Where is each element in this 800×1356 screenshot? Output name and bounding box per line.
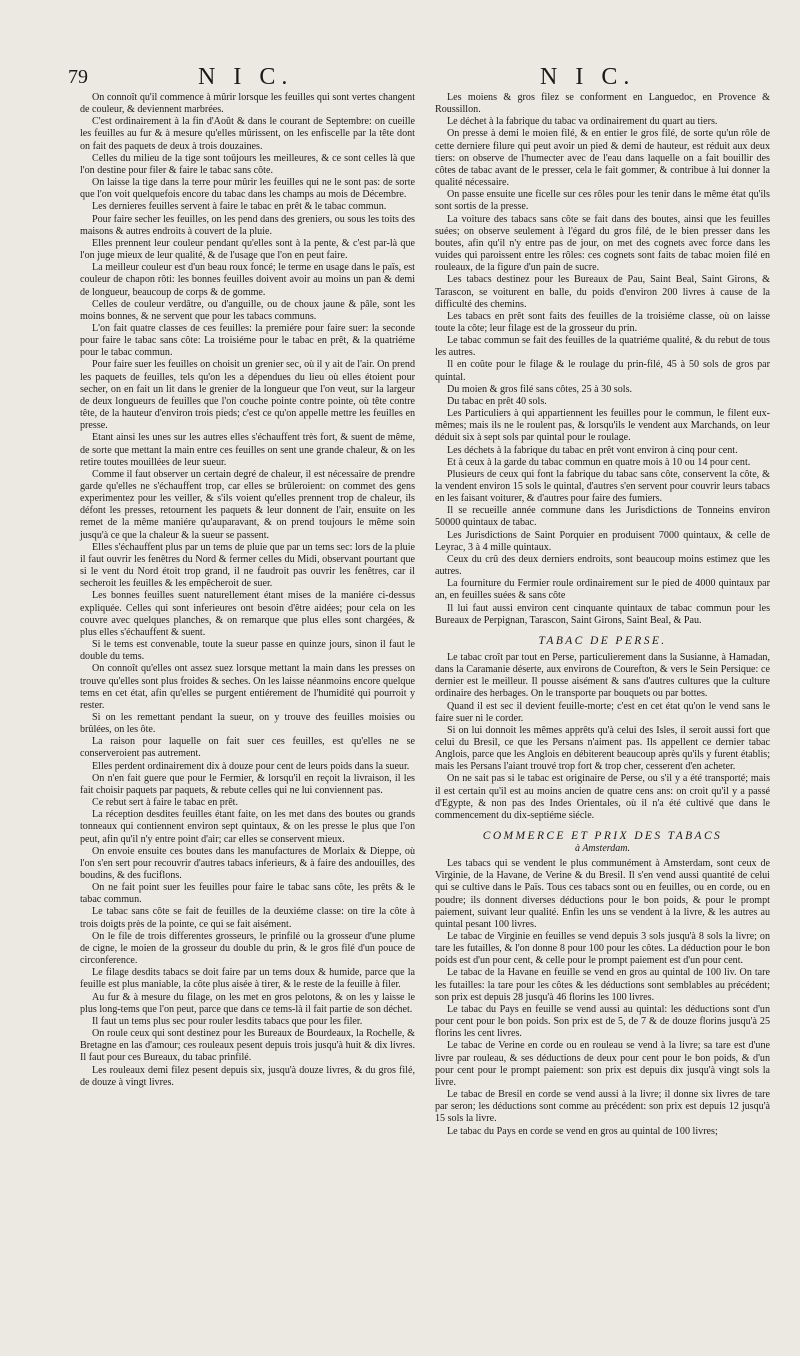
paragraph: Il en coûte pour le filage & le roulage du prin-filé, 45 à 50 sols de gros par quintal.: [435, 359, 770, 383]
section-tabac-de-perse: [435, 652, 770, 822]
paragraph: Le filage desdits tabacs se doit faire par un tems doux & humide, parce que la feuille est plus maniable, la côte plus aisée à tirer, & le reste de la feuille à filer.: [80, 967, 415, 991]
paragraph: Le tabac de Bresil en corde se vend aussi à la livre; il donne six livres de tare par seron; les déductions sont comme au précédent: son prix est depuis 12 jusqu'à 15 sols la livre.: [435, 1089, 770, 1125]
paragraph: Les tabacs qui se vendent le plus communément à Amsterdam, sont ceux de Virginie, de la Havane, de Verine & du Bresil. Il s'en vend aussi quantité de celui qui se cultive dans le Païs. Tous ces tabacs sont ou en feuilles, ou en corde, ou en poudre; ils donnent diverses déductions pour le bon poids, & pour le prompt paiement, suivant leur qualité. Enfin les uns se vendent à la livre, & les autres au quintal pesant 100 livres.: [435, 858, 770, 930]
running-title-right: N I C.: [540, 64, 636, 90]
paragraph: On presse à demi le moien filé, & en entier le gros filé, de sorte qu'un rôle de cette derniere filure qui peut avoir un pied & demi de hauteur, est réduit aux deux tiers: on observe de l'humecter avec de l'eau dans laquelle on a fait bouillir des côtes de tabac avant de le presser, cela le fait gommer, & contribue à lui donner la qualité nécessaire.: [435, 128, 770, 189]
paragraph: Celles de couleur verdâtre, ou d'anguille, ou de choux jaune & pâle, sont les moins bonnes, & ne servent que pour les tabacs communs.: [80, 298, 415, 322]
paragraph: Du tabac en prêt 40 sols.: [447, 395, 547, 407]
paragraph: On connoît qu'elles ont assez suez lorsque mettant la main dans les presses on trouve qu'elles sont plus froides & seches. On les laisse néanmoins encore quelque tems en cet état, afin qu'elles se purgent entiérement de l'humidité qui pourroit y rester.: [80, 663, 415, 711]
left-column: [80, 92, 415, 1138]
paragraph: On roule ceux qui sont destinez pour les Bureaux de Bourdeaux, la Rochelle, & Bretagne en las d'amour; ces rouleaux pesent depuis trois jusqu'à huit & dix livres. Il faut pour ces Bureaux, du tabac prinfilé.: [80, 1028, 415, 1064]
paragraph: On envoie ensuite ces boutes dans les manufactures de Morlaix & Dieppe, où l'on s'en sert pour recouvrir d'autres tabacs inferieurs, & à faire des andouilles, des boudins, & des fuciflons.: [80, 845, 415, 881]
right-column-body: [435, 92, 770, 627]
paragraph: Il faut un tems plus sec pour rouler lesdits tabacs que pour les filer.: [92, 1015, 363, 1027]
paragraph: On n'en fait guere que pour le Fermier, & lorsqu'il en reçoit la livraison, il les fait choisir paquets par paquets, & rebute celles qui ne lui conviennent pas.: [80, 772, 415, 796]
paragraph: Si on les remettant pendant la sueur, on y trouve des feuilles moisies ou brûlées, on les ôte.: [80, 711, 415, 736]
paragraph: La réception desdites feuilles étant faite, on les met dans des boutes ou grands tonneaux qui contiennent environ sept quintaux, & on les presse le plus que l'on peut, afin qu'il n'y entre point d'air; car elles se conservent mieux.: [80, 809, 415, 845]
paragraph: La voiture des tabacs sans côte se fait dans des boutes, ainsi que les feuilles suées; on observe seulement à l'égard du gros filé, de le bien presser dans les boutes, afin qu'il n'y entre pas de jour, on met des cognets avec force dans les vuides qui paroissent entre les rôles: ces cognets sont faits de tabac moien filé en rouleaux, de la figure d'un pain de sucre.: [435, 213, 770, 274]
paragraph: La raison pour laquelle on fait suer ces feuilles, est qu'elles ne se conserveroient pas autrement.: [80, 736, 415, 760]
paragraph: Les tabacs en prêt sont faits des feuilles de la troisiéme classe, où on laisse toute la côte; leur filage est de la grosseur du prin.: [435, 310, 770, 334]
paragraph: Le tabac commun se fait des feuilles de la quatriéme qualité, & du rebut de tous les autres.: [435, 335, 770, 359]
paragraph: Le tabac sans côte se fait de feuilles de la deuxiéme classe: on tire la côte à trois doigts près de la pointe, ce qui se fait aisément.: [80, 906, 415, 930]
paragraph: Si on lui donnoit les mêmes apprêts qu'à celui des Isles, il seroit aussi fort que celui du Bresil, ce que les Persans n'aiment pas. Ils appellent ce dernier tabac Anglois, parce que les Anglois en débiterent beaucoup après qu'ils y furent établis; mais les Persans l'aiant trouvé trop fort & trop cher, cesserent d'en acheter.: [435, 724, 770, 773]
paragraph: Les dernieres feuilles servent à faire le tabac en prêt & le tabac commun.: [92, 201, 387, 213]
paragraph: Elles s'échauffent plus par un tems de pluie que par un tems sec: lors de la pluie il faut ouvrir les fenêtres du Nord & fermer celles du Midi, observant pourtant que si le vent du Nord étoit trop grand, il ne faudroit pas ouvrir les fenêtres, car il secheroit les feuilles & les empêcheroit de suer.: [80, 541, 415, 590]
paragraph: Comme il faut observer un certain degré de chaleur, il est nécessaire de prendre garde qu'elles ne s'échauffent trop, car elles se brûleroient: on commet des gens experimentez pour les veiller, & s'ils voient qu'elles prennent trop de chaleur, ils défont les presses, retournent les paquets & leur donnent de l'air, ensuite on les remet de la même maniére qu'auparavant, & on prend toujours le même soin jusqu'à ce que la chaleur & la sueur se passent.: [80, 468, 415, 541]
paragraph: Le tabac du Pays en feuille se vend aussi au quintal: les déductions sont d'un pour cent pour le bon poids. Son prix est de 5, de 7 & de douze florins jusqu'à 25 florins les cent livres.: [435, 1003, 770, 1040]
text-columns: [80, 92, 770, 1138]
paragraph: On passe ensuite une ficelle sur ces rôles pour les tenir dans le même état qu'ils sont sortis de la presse.: [435, 189, 770, 213]
paragraph: Il se recueille année commune dans les Jurisdictions de Tonneins environ 50000 quintaux de tabac.: [435, 505, 770, 529]
section-subtitle-amsterdam: à Amsterdam.: [575, 843, 630, 855]
paragraph: On ne fait point suer les feuilles pour faire le tabac sans côte, les prêts & le tabac commun.: [80, 882, 415, 906]
running-title-left: N I C.: [198, 64, 294, 90]
section-commerce: [435, 858, 770, 1138]
paragraph: L'on fait quatre classes de ces feuilles: la premiére pour faire suer: la seconde pour faire le tabac sans côte: La troisiéme pour le tabac en prêt, & la quatriéme pour le tabac commun.: [80, 322, 415, 359]
paragraph: On laisse la tige dans la terre pour mûrir les feuilles qui ne le sont pas: de sorte que l'on voit quelquefois encore du tabac dans les champs au mois de Décembre.: [80, 177, 415, 201]
paragraph: On connoît qu'il commence à mûrir lorsque les feuilles qui sont vertes changent de couleur, & deviennent marbrées.: [80, 92, 415, 116]
paragraph: On ne sait pas si le tabac est originaire de Perse, ou s'il y a été transporté; mais il est certain qu'il est au moins ancien de quatre cens ans: on croit qu'il y a passé d'Egypte, & non pas des Indes Orientales, où il n'a été cultivé que dans le commencement du dix-septiéme siécle.: [435, 773, 770, 821]
paragraph: Pour faire secher les feuilles, on les pend dans des greniers, ou sous les toits des maisons & autres endroits à couvert de la pluie.: [80, 213, 415, 237]
paragraph: Le tabac de la Havane en feuille se vend en gros au quintal de 100 liv. On tare les futailles: la tare pour les côtes & les déductions sont semblables au précédent; son prix est depuis 28 jusqu'à 46 florins les 100 livres.: [435, 967, 770, 1003]
paragraph: Les déchets à la fabrique du tabac en prêt vont environ à cinq pour cent.: [447, 444, 738, 456]
paragraph: Les tabacs destinez pour les Bureaux de Pau, Saint Beal, Saint Girons, & Tarascon, se voiturent en balle, du poids d'environ 200 livres à cause de la difficulté des chemins.: [435, 274, 770, 310]
section-title-commerce: COMMERCE ET PRIX DES TABACS: [482, 830, 723, 843]
paragraph: Le tabac du Pays en corde se vend en gros au quintal de 100 livres;: [447, 1125, 718, 1137]
paragraph: Le tabac de Virginie en feuilles se vend depuis 3 sols jusqu'à 8 sols la livre; on tare les futailles, & l'on donne 8 pour 100 pour les côtes. La déduction pour le bon poids est d'un pour cent, & celle pour le prompt paiement est d'un pour cent.: [435, 931, 770, 967]
paragraph: Ceux du crû des deux derniers endroits, sont beaucoup moins estimez que les autres.: [435, 553, 770, 578]
paragraph: Quand il est sec il devient feuille-morte; c'est en cet état qu'on le vend sans le faire suer ni le corder.: [435, 700, 770, 724]
paragraph: Elles perdent ordinairement dix à douze pour cent de leurs poids dans la sueur.: [92, 760, 410, 772]
paragraph: Le tabac croît par tout en Perse, particulierement dans la Susianne, à Hamadan, dans la Caramanie déserte, aux environs de Courefton, & vers le Sein Persique: ce dernier est le meilleur. Il pousse aisément & sans d'autres cultures que la culture ordinaire des herbages. On le transporte par bouquets ou par bottes.: [435, 651, 770, 700]
paragraph: Et à ceux à la garde du tabac commun en quatre mois à 10 ou 14 pour cent.: [447, 456, 751, 468]
paragraph: Au fur & à mesure du filage, on les met en gros pelotons, & on les y laisse le plus long-tems que l'on peut, parce que dans ce tems-là il fait partie de son déchet.: [80, 991, 415, 1015]
paragraph: Il lui faut aussi environ cent cinquante quintaux de tabac commun pour les Bureaux de Perpignan, Tarascon, Saint Girons, Saint Beal, & Pau.: [435, 602, 770, 626]
paragraph: Le tabac de Verine en corde ou en rouleau se vend à la livre; sa tare est d'une livre par rouleau, & ses déductions de deux pour cent pour le bon poids, & d'un pour cent pour le prompt paiement: son prix est depuis dix jusqu'à vingt sols la livre.: [435, 1040, 770, 1088]
paragraph: La meilleur couleur est d'un beau roux foncé; le terme en usage dans le païs, est couleur de chapon rôti: les bonnes feuilles doivent avoir au moins un pan & demi de longueur, beaucoup de corps & de gomme.: [80, 262, 415, 298]
paragraph: Les rouleaux demi filez pesent depuis six, jusqu'à douze livres, & du gros filé, de douze à vingt livres.: [80, 1064, 415, 1088]
paragraph: Etant ainsi les unes sur les autres elles s'échauffent très fort, & suent de même, de sorte que mettant la main entre ces feuilles on sent une grande chaleur, & on les retire toutes mouillées de leur sueur.: [80, 432, 415, 468]
paragraph: Les bonnes feuilles suent naturellement étant mises de la maniére ci-dessus expliquée. Celles qui sont inferieures ont besoin d'être aidées; pour cela on les couvre avec quelques planches, & on remarque que plus elles sont chargées, & plus elles s'échauffent & suent.: [80, 590, 415, 638]
page-number: 79: [68, 66, 88, 88]
paragraph: Si le tems est convenable, toute la sueur passe en quinze jours, sinon il faut le double du tems.: [80, 639, 415, 663]
paragraph: Plusieurs de ceux qui font la fabrique du tabac sans côte, conservent la côte, & la vendent environ 15 sols le quintal, d'autres s'en servent pour couvrir leurs tabacs en les faisant voiturer, & d'autres pour faire des fumiers.: [435, 468, 770, 505]
paragraph: Le déchet à la fabrique du tabac va ordinairement du quart au tiers.: [447, 116, 718, 128]
section-title-tabac-de-perse: TABAC DE PERSE.: [538, 634, 667, 647]
paragraph: Celles du milieu de la tige sont toûjours les meilleures, & ce sont celles là que l'on destine pour filer & faire le tabac sans côte.: [80, 152, 415, 176]
paragraph: Les Jurisdictions de Saint Porquier en produisent 7000 quintaux, & celle de Leyrac, 3 à 4 mille quintaux.: [435, 529, 770, 553]
right-column: [435, 92, 770, 1138]
paragraph: Du moien & gros filé sans côtes, 25 à 30 sols.: [447, 383, 633, 395]
paragraph: Ce rebut sert à faire le tabac en prêt.: [92, 797, 238, 809]
paragraph: C'est ordinairement à la fin d'Août & dans le courant de Septembre: on cueille les feuilles au fur & à mesure qu'elles mûrissent, on les enfiscelle par la tête dont on fait des paquets de deux à trois douzaines.: [80, 116, 415, 152]
paragraph: Pour faire suer les feuilles on choisit un grenier sec, où il y ait de l'air. On prend les paquets de feuilles, tels qu'on les a dépendues du lieu où elles étoient pour secher, on en fait un lit dans le grenier de la longueur que l'on veut, sur la largeur de deux longueurs de feuilles que l'on couche pointe contre pointe, où tête contre tête, de la hauteur d'environ trois pieds; c'est ce qu'on appelle mettre les feuilles en presse.: [80, 359, 415, 432]
paragraph: La fourniture du Fermier roule ordinairement sur le pied de 4000 quintaux par an, en feuilles suées & sans côte: [435, 578, 770, 602]
paragraph: On le file de trois differentes grosseurs, le prinfilé ou la grosseur d'une plume de cigne, le moien de la grosseur du double du prin, & le gros filé d'un pouce de circonference.: [80, 930, 415, 967]
paragraph: Elles prennent leur couleur pendant qu'elles sont à la pente, & c'est par-là que l'on juge mieux de leur qualité, & de l'usage que l'on en peut faire.: [80, 237, 415, 262]
paragraph: Les Particuliers à qui appartiennent les feuilles pour le commun, le filent eux-mêmes; mais ils ne le roulent pas, & lorsqu'ils le vendent aux Marchands, on leur déduit six à sept sols par quintal pour le roulage.: [435, 408, 770, 444]
paragraph: Les moiens & gros filez se conforment en Languedoc, en Provence & Roussillon.: [435, 92, 770, 116]
